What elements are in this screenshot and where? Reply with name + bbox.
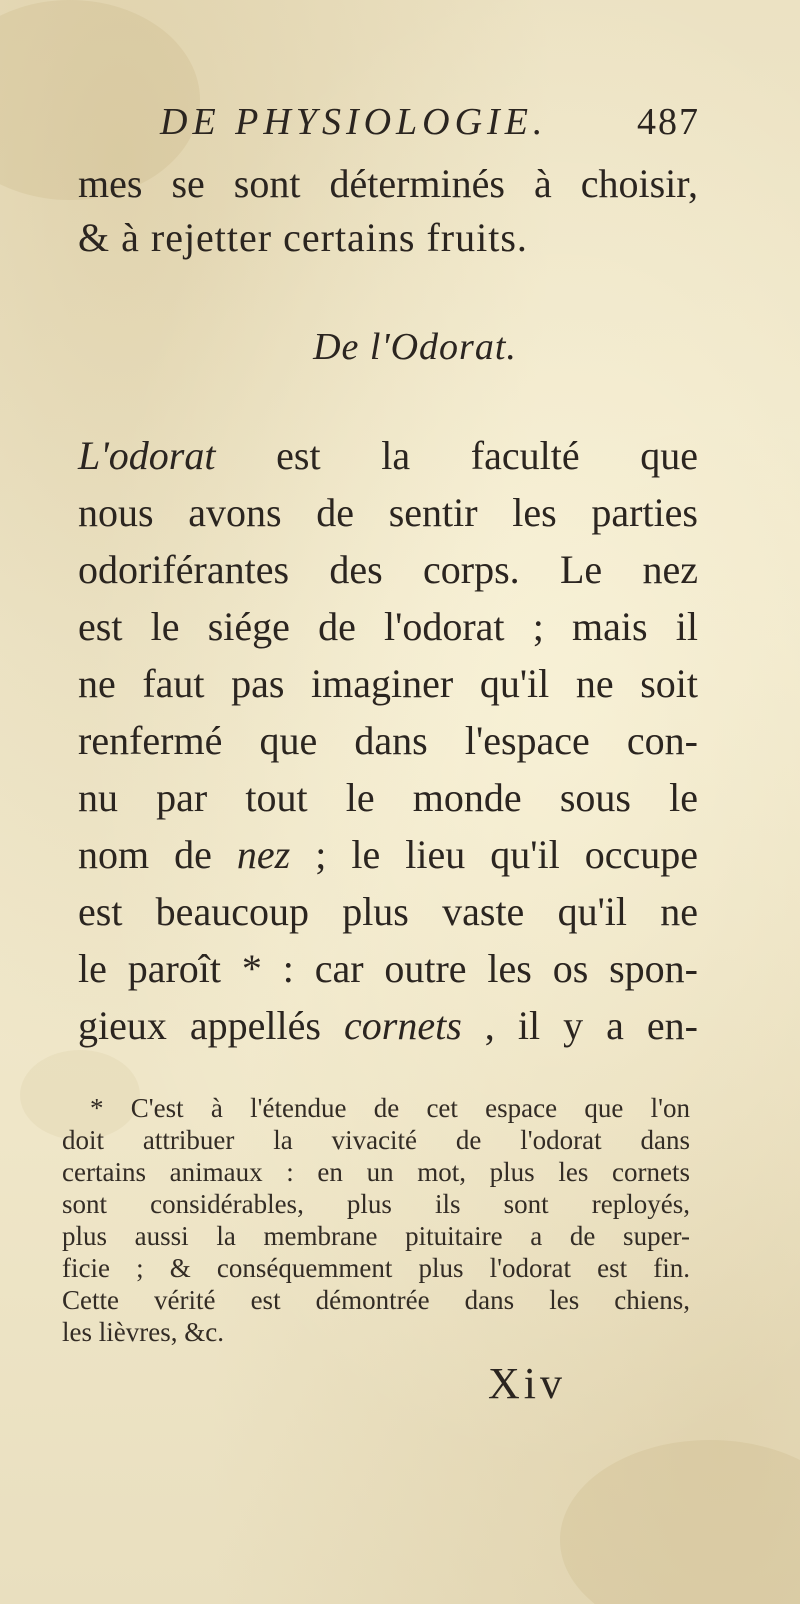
signature-mark: Xiv [488, 1359, 566, 1408]
footnote-line: les lièvres, &c. [62, 1317, 224, 1347]
paper-stain [560, 1440, 800, 1604]
footnote-line: Cette vérité est démontrée dans les chiens, [62, 1285, 690, 1315]
text-line: ne faut pas imaginer qu'il ne soit [78, 661, 698, 706]
footnote-line: certains animaux : en un mot, plus les cornets [62, 1157, 690, 1187]
text-line: nom de nez ; le lieu qu'il occupe [78, 832, 699, 877]
footnote-line: doit attribuer la vivacité de l'odorat dans [62, 1125, 690, 1155]
text-line: nous avons de sentir les parties [78, 490, 698, 535]
footnote-line: sont considérables, plus ils sont reployés, [62, 1189, 690, 1219]
text-line: L'odorat est la faculté que [78, 433, 698, 478]
term-nez: nez [236, 832, 291, 877]
text-line: est beaucoup plus vaste qu'il ne [78, 889, 698, 934]
text-line: nu par tout le monde sous le [78, 775, 698, 820]
text-line: renfermé que dans l'espace con- [78, 718, 698, 763]
page-number: 487 [637, 101, 700, 143]
running-head: DE PHYSIOLOGIE. [160, 101, 548, 143]
text-line: est le siége de l'odorat ; mais il [78, 604, 698, 649]
text-line: mes se sont déterminés à choisir, [78, 161, 698, 206]
page-header [160, 100, 700, 160]
text-line: odoriférantes des corps. Le nez [78, 547, 698, 592]
text-line: gieux appellés cornets , il y a en- [78, 1003, 698, 1048]
footnote-line: ficie ; & conséquemment plus l'odorat est fin. [62, 1253, 690, 1283]
section-heading: De l'Odorat. [313, 326, 517, 368]
term-odorat: L'odorat [78, 433, 216, 478]
text-line: le paroît * : car outre les os spon- [78, 946, 698, 991]
footnote-line: * C'est à l'étendue de cet espace que l'on [90, 1093, 690, 1123]
term-cornets: cornets [344, 1003, 462, 1048]
text-line: & à rejetter certains fruits. [78, 215, 528, 260]
footnote-line: plus aussi la membrane pituitaire a de super- [62, 1221, 690, 1251]
